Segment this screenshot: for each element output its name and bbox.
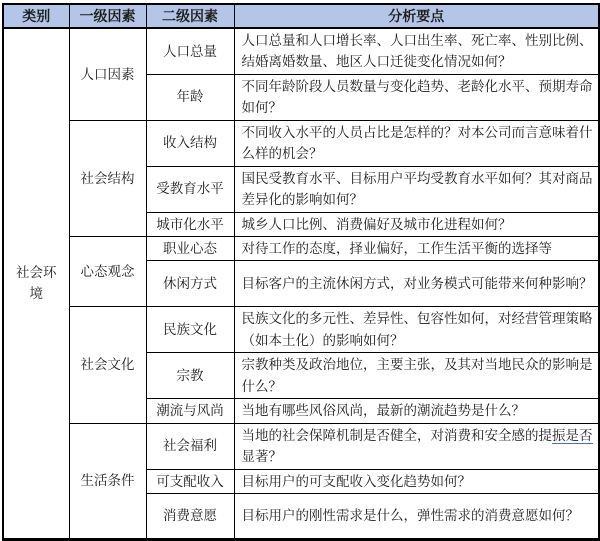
level2-cell: 宗教	[146, 353, 234, 399]
header-row	[3, 4, 599, 28]
group-cell-living-conditions: 生活条件	[69, 423, 146, 539]
table-row	[3, 28, 599, 74]
level2-cell: 社会福利	[146, 423, 234, 469]
level2-cell: 可支配收入	[146, 469, 234, 493]
header-level2-factor: 二级因素	[146, 4, 234, 28]
level2-cell: 年龄	[146, 74, 234, 120]
points-cell: 目标用户的可支配收入变化趋势如何？	[234, 469, 599, 493]
header-level1-factor: 一级因素	[69, 4, 146, 28]
points-text: 当地的社会保障机制是否健全，对消费和安全感的提	[241, 427, 552, 443]
level2-cell: 消费意愿	[146, 493, 234, 539]
grammar-underlined-text: 振是否	[552, 427, 593, 443]
points-text: 显著？	[241, 449, 282, 465]
level2-cell: 职业心态	[146, 236, 234, 260]
points-cell: 城乡人口比例、消费偏好及城市化进程如何？	[234, 212, 599, 236]
level2-cell: 受教育水平	[146, 166, 234, 212]
category-cell: 社会环境	[3, 28, 69, 539]
group-cell-social-culture: 社会文化	[69, 307, 146, 423]
group-cell-social-structure: 社会结构	[69, 120, 146, 236]
table-row	[3, 236, 599, 260]
points-cell: 宗教种类及政治地位，主要主张，及其对当地民众的影响是什么？	[234, 353, 599, 399]
social-environment-factor-table	[2, 3, 600, 541]
group-cell-population: 人口因素	[69, 28, 146, 120]
level2-cell: 休闲方式	[146, 261, 234, 307]
table-row	[3, 120, 599, 166]
level2-cell: 人口总量	[146, 28, 234, 74]
level2-cell: 潮流与风尚	[146, 399, 234, 423]
level2-cell: 收入结构	[146, 120, 234, 166]
points-cell: 目标客户的主流休闲方式，对业务模式可能带来何种影响？	[234, 261, 599, 307]
points-cell: 不同收入水平的人员占比是怎样的？对本公司而言意味着什么样的机会？	[234, 120, 599, 166]
header-analysis-points: 分析要点	[234, 4, 599, 28]
points-cell: 当地有哪些风俗风尚，最新的潮流趋势是什么？	[234, 399, 599, 423]
points-cell: 目标用户的刚性需求是什么，弹性需求的消费意愿如何？	[234, 493, 599, 539]
table-row	[3, 307, 599, 353]
header-category: 类别	[3, 4, 69, 28]
points-cell: 民族文化的多元性、差异性、包容性如何，对经营管理策略（如本土化）的影响如何？	[234, 307, 599, 353]
table-row	[3, 423, 599, 469]
points-cell	[234, 423, 599, 469]
points-cell: 国民受教育水平、目标用户平均受教育水平如何？其对商品差异化的影响如何？	[234, 166, 599, 212]
points-cell: 人口总量和人口增长率、人口出生率、死亡率、性别比例、结婚离婚数量、地区人口迁徙变化情况如何？	[234, 28, 599, 74]
points-cell: 不同年龄阶段人员数量与变化趋势、老龄化水平、预期寿命如何？	[234, 74, 599, 120]
group-cell-mindset: 心态观念	[69, 236, 146, 306]
level2-cell: 民族文化	[146, 307, 234, 353]
level2-cell: 城市化水平	[146, 212, 234, 236]
points-cell: 对待工作的态度，择业偏好，工作生活平衡的选择等	[234, 236, 599, 260]
